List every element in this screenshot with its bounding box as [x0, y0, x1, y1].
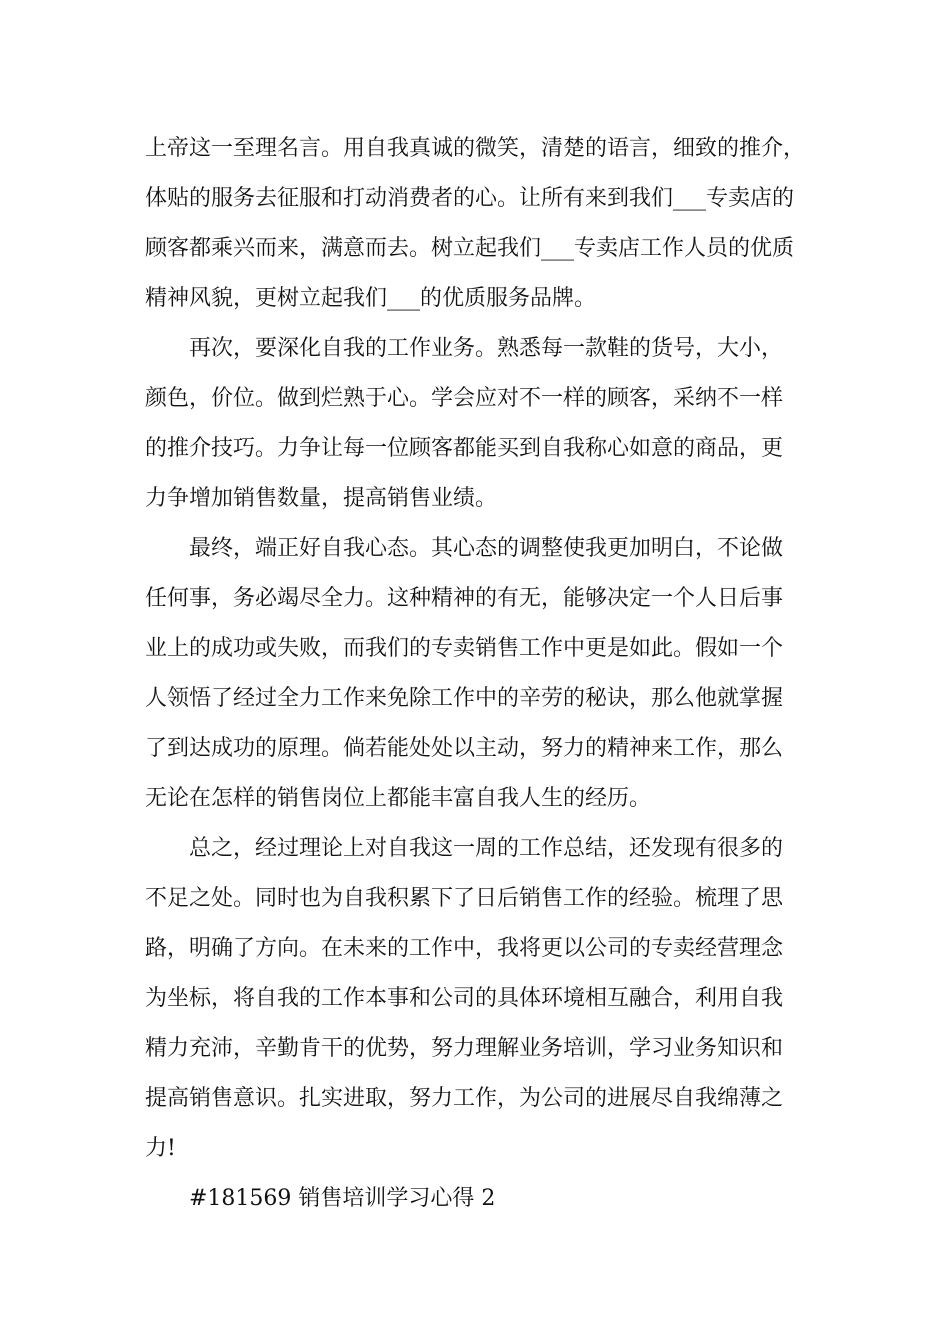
paragraph	[145, 824, 805, 1174]
paragraph	[145, 324, 805, 524]
paragraph-line: 再次，要深化自我的工作业务。熟悉每一款鞋的货号，大小，	[189, 336, 784, 361]
paragraph-line: 力争增加销售数量，提高销售业绩。	[145, 486, 498, 511]
paragraph-line: 精神风貌，更树立起我们___的优质服务品牌。	[145, 286, 597, 311]
paragraph-list	[145, 124, 805, 1174]
paragraph-line: 上帝这一至理名言。用自我真诚的微笑，清楚的语言，细致的推介，	[145, 136, 806, 161]
paragraph-line: 业上的成功或失败，而我们的专卖销售工作中更是如此。假如一个	[145, 636, 784, 661]
paragraph-line: 的推介技巧。力争让每一位顾客都能买到自我称心如意的商品，更	[145, 436, 784, 461]
section-heading: #181569 销售培训学习心得 2	[189, 1186, 496, 1211]
paragraph-line: 人领悟了经过全力工作来免除工作中的辛劳的秘诀，那么他就掌握	[145, 686, 784, 711]
paragraph-line: 任何事，务必竭尽全力。这种精神的有无，能够决定一个人日后事	[145, 586, 784, 611]
document-body	[145, 124, 805, 1224]
paragraph-line: 不足之处。同时也为自我积累下了日后销售工作的经验。梳理了思	[145, 886, 784, 911]
paragraph	[145, 124, 805, 324]
paragraph-line: 力!	[145, 1136, 176, 1161]
paragraph-line: 无论在怎样的销售岗位上都能丰富自我人生的经历。	[145, 786, 652, 811]
paragraph-line: 精力充沛，辛勤肯干的优势，努力理解业务培训，学习业务知识和	[145, 1036, 784, 1061]
paragraph-line: 了到达成功的原理。倘若能处处以主动，努力的精神来工作，那么	[145, 736, 784, 761]
paragraph-line: 路，明确了方向。在未来的工作中，我将更以公司的专卖经营理念	[145, 936, 784, 961]
paragraph-line: 最终，端正好自我心态。其心态的调整使我更加明白，不论做	[189, 536, 784, 561]
paragraph-line: 为坐标，将自我的工作本事和公司的具体环境相互融合，利用自我	[145, 986, 784, 1011]
paragraph-line: 顾客都乘兴而来，满意而去。树立起我们___专卖店工作人员的优质	[145, 236, 795, 261]
paragraph-line: 体贴的服务去征服和打动消费者的心。让所有来到我们___专卖店的	[145, 186, 795, 211]
paragraph-line: 颜色，价位。做到烂熟于心。学会应对不一样的顾客，采纳不一样	[145, 386, 784, 411]
paragraph-line: 总之，经过理论上对自我这一周的工作总结，还发现有很多的	[189, 836, 784, 861]
paragraph-line: 提高销售意识。扎实进取，努力工作，为公司的进展尽自我绵薄之	[145, 1086, 784, 1111]
paragraph	[145, 524, 805, 824]
